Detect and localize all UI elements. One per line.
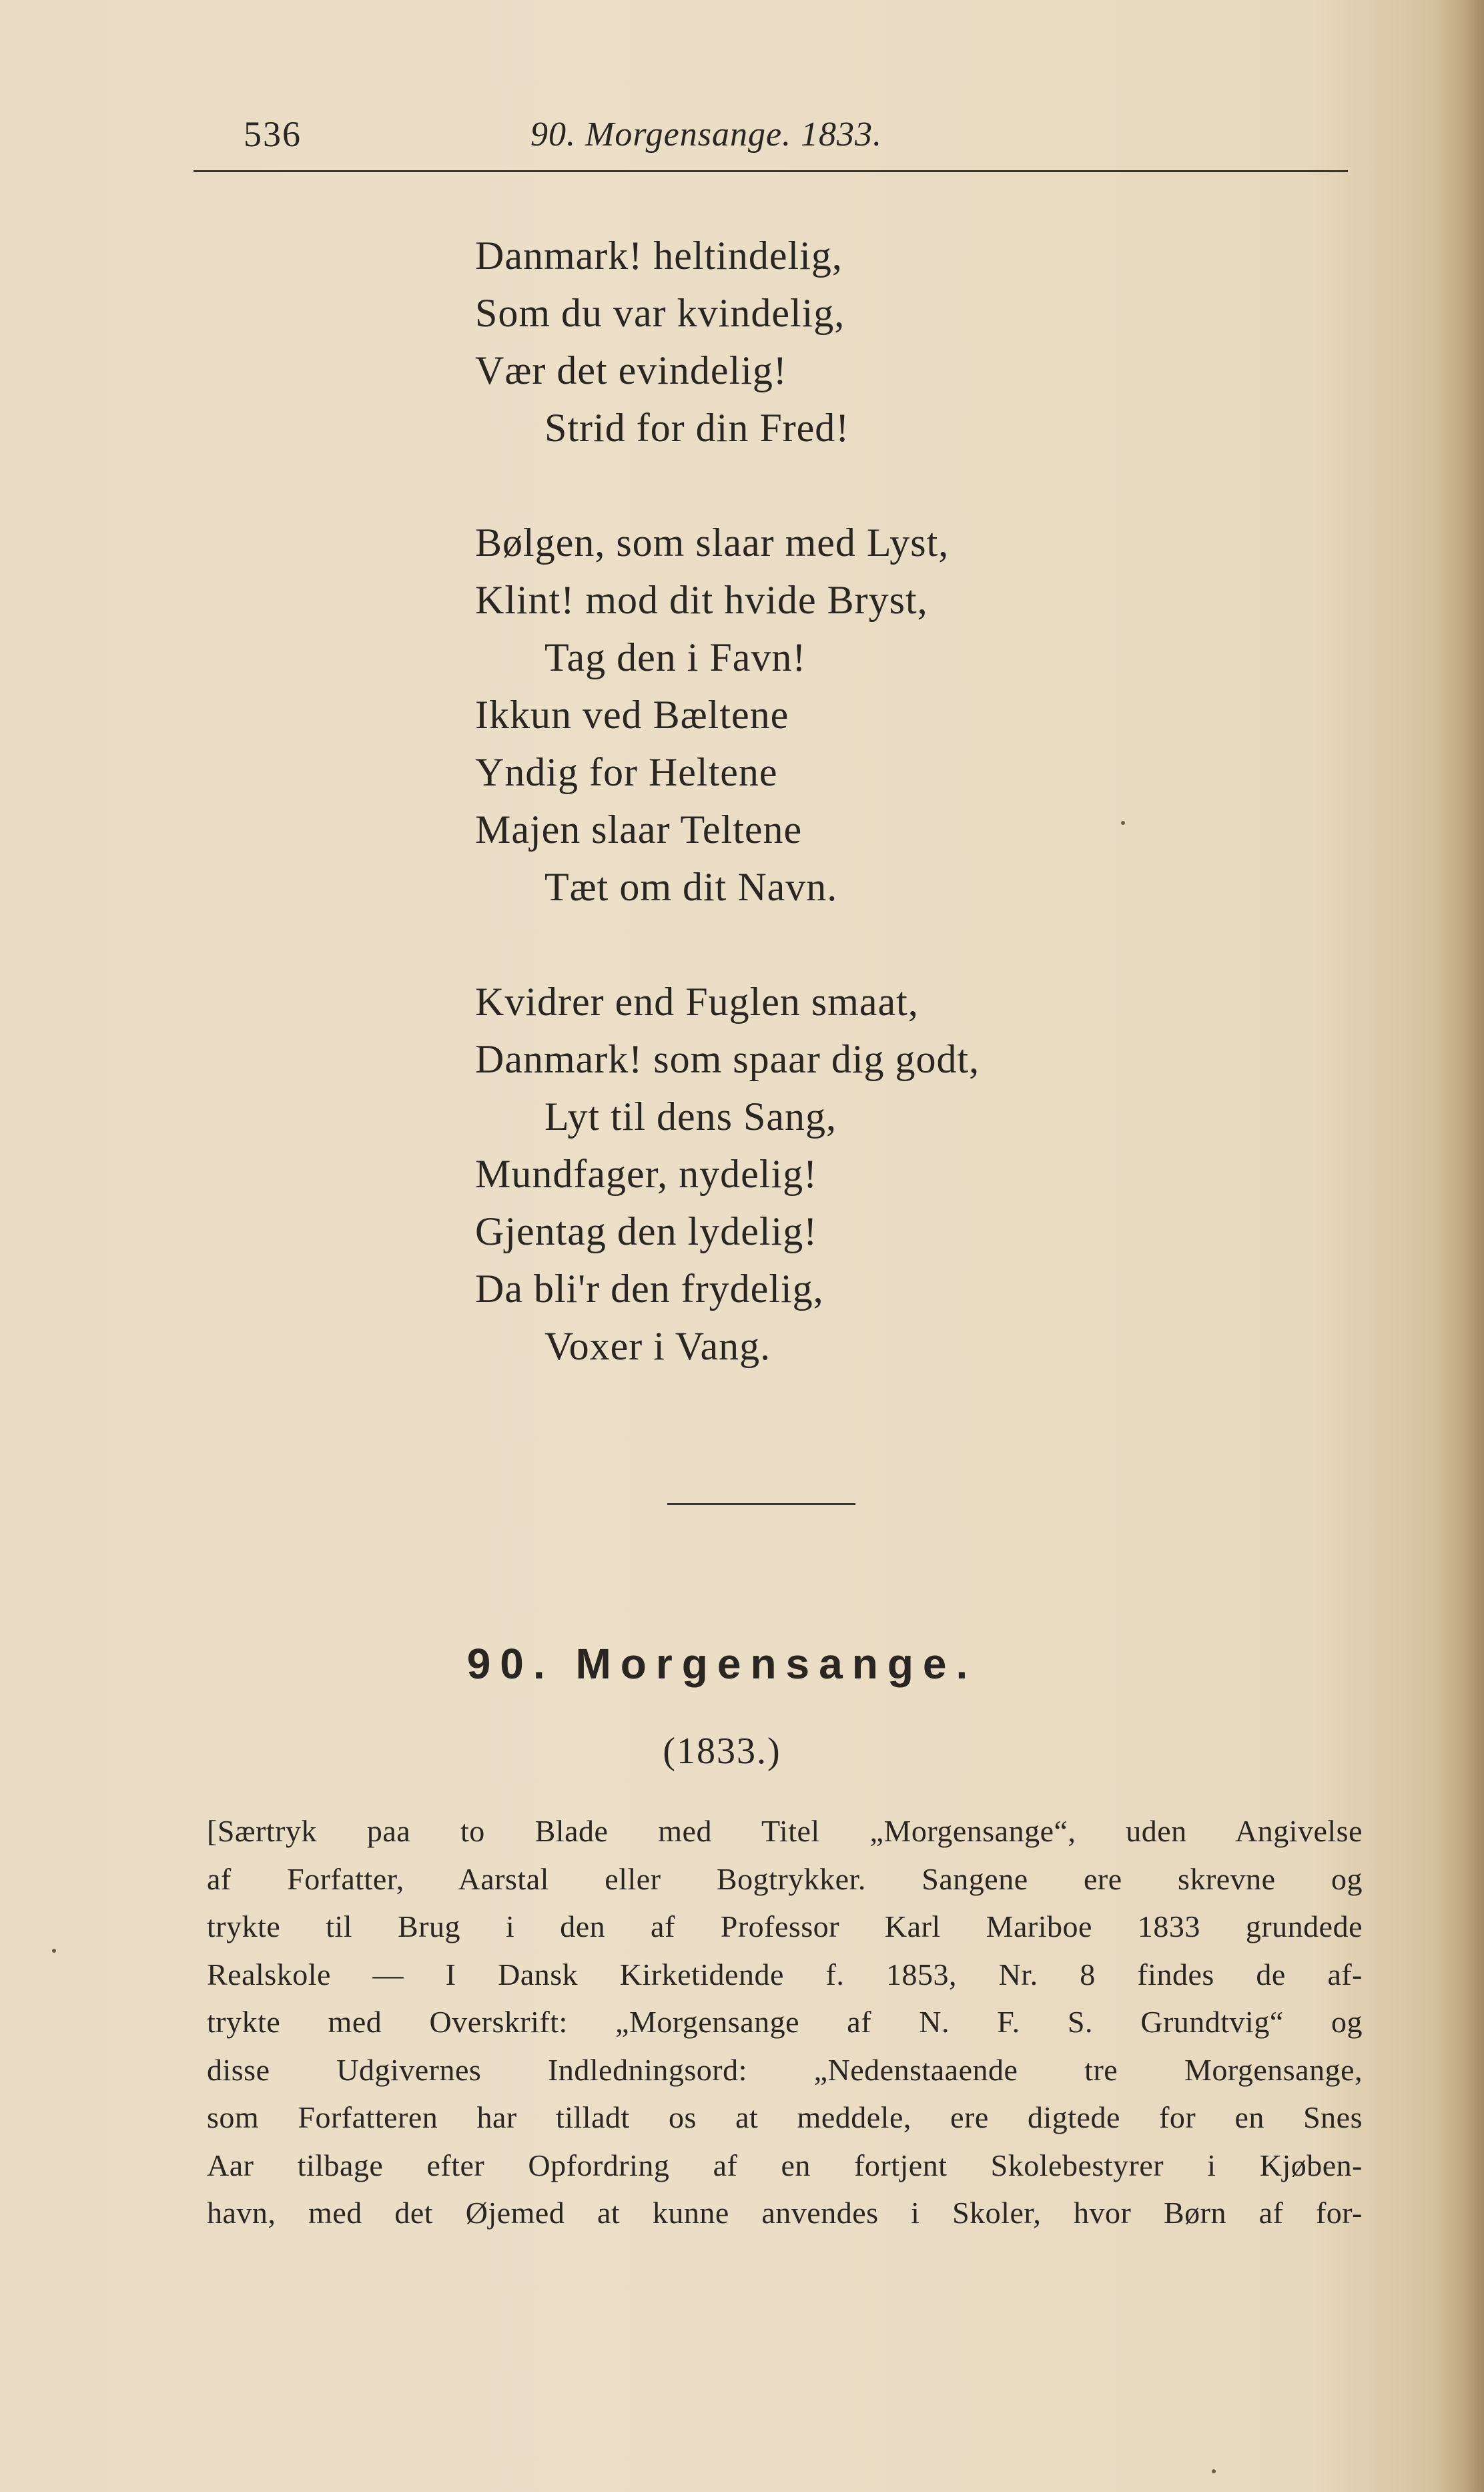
note-line: [Særtryk paa to Blade med Titel „Morgensange“, uden Angivelse: [207, 1814, 1363, 1848]
poem-line: Lyt til dens Sang,: [544, 1095, 837, 1139]
page-edge-shadow: [1437, 0, 1484, 2492]
poem-line: Strid for din Fred!: [544, 406, 850, 450]
poem-line: Bølgen, som slaar med Lyst,: [475, 521, 950, 565]
poem-line: Tæt om dit Navn.: [544, 865, 838, 909]
paper-speck: [52, 1949, 56, 1953]
poem-line: Majen slaar Teltene: [475, 808, 803, 852]
poem-line: Da bli'r den frydelig,: [475, 1267, 824, 1311]
poem-line: Danmark! heltindelig,: [475, 234, 843, 278]
paper-speck: [1212, 2469, 1216, 2473]
editorial-note: [207, 1807, 1363, 2237]
section-divider: [667, 1503, 855, 1505]
poem: [475, 227, 1276, 1432]
section-year: (1833.): [663, 1731, 781, 1772]
header-rule: [194, 170, 1348, 172]
poem-line: Som du var kvindelig,: [475, 291, 845, 335]
paper-speck: [1121, 821, 1125, 825]
note-line: trykte til Brug i den af Professor Karl Mariboe 1833 grundede: [207, 1909, 1363, 1943]
note-line: som Forfatteren har tilladt os at meddele, ere digtede for en Snes: [207, 2100, 1363, 2134]
poem-stanza: [475, 227, 1276, 456]
poem-stanza: [475, 973, 1276, 1375]
poem-line: Danmark! som spaar dig godt,: [475, 1037, 980, 1081]
note-line: Realskole — I Dansk Kirketidende f. 1853, Nr. 8 findes de af-: [207, 1957, 1363, 1991]
note-line: disse Udgivernes Indledningsord: „Nedenstaaende tre Morgensange,: [207, 2052, 1363, 2087]
poem-line: Gjentag den lydelig!: [475, 1209, 818, 1253]
note-line: af Forfatter, Aarstal eller Bogtrykker. Sangene ere skrevne og: [207, 1861, 1363, 1896]
poem-line: Ikkun ved Bæltene: [475, 693, 789, 737]
running-head: 90. Morgensange. 1833.: [530, 115, 883, 153]
poem-line: Klint! mod dit hvide Bryst,: [475, 578, 928, 622]
page-header: [194, 100, 1341, 174]
page-number: 536: [244, 114, 302, 154]
note-line: havn, med det Øjemed at kunne anvendes i Skoler, hvor Børn af for-: [207, 2196, 1363, 2230]
note-line: Aar tilbage efter Opfordring af en fortjent Skolebestyrer i Kjøben-: [207, 2148, 1363, 2182]
poem-stanza: [475, 514, 1276, 916]
note-line: trykte med Overskrift: „Morgensange af N. F. S. Grundtvig“ og: [207, 2005, 1363, 2039]
section-heading: 90. Morgensange.: [466, 1640, 978, 1688]
poem-line: Voxer i Vang.: [544, 1324, 771, 1368]
poem-line: Yndig for Heltene: [475, 750, 778, 794]
poem-line: Vær det evindelig!: [475, 348, 787, 392]
poem-line: Mundfager, nydelig!: [475, 1152, 818, 1196]
poem-line: Tag den i Favn!: [544, 635, 807, 679]
poem-line: Kvidrer end Fuglen smaat,: [475, 980, 919, 1024]
